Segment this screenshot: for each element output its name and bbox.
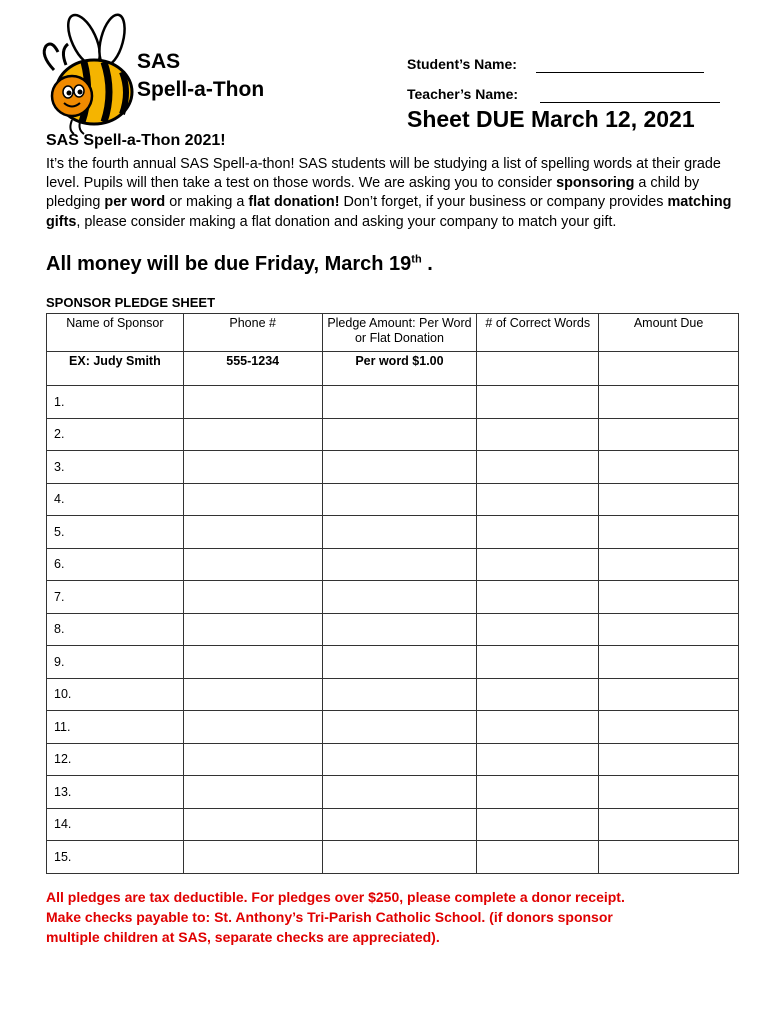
- pledge-amount-cell[interactable]: [322, 451, 477, 484]
- table-row: [47, 483, 739, 516]
- sponsor-name-cell[interactable]: 3.: [47, 451, 184, 484]
- amount-due-cell[interactable]: [599, 451, 739, 484]
- pledge-amount-cell[interactable]: [322, 386, 477, 419]
- pledge-amount-cell[interactable]: [322, 808, 477, 841]
- sponsor-name-cell[interactable]: 12.: [47, 743, 184, 776]
- correct-words-cell[interactable]: [477, 711, 599, 744]
- amount-due-cell[interactable]: [599, 678, 739, 711]
- phone-cell[interactable]: [183, 776, 322, 809]
- correct-words-cell[interactable]: [477, 516, 599, 549]
- intro-bold: flat donation!: [248, 194, 340, 211]
- correct-words-cell[interactable]: [477, 841, 599, 874]
- correct-words-cell[interactable]: [477, 581, 599, 614]
- amount-due-cell[interactable]: [599, 386, 739, 419]
- phone-cell[interactable]: [183, 386, 322, 419]
- sponsor-name-cell[interactable]: 10.: [47, 678, 184, 711]
- correct-words-cell[interactable]: [477, 613, 599, 646]
- sponsor-name-cell[interactable]: 5.: [47, 516, 184, 549]
- due-date-heading: Sheet DUE March 12, 2021: [407, 106, 695, 132]
- intro-bold: matching gifts: [46, 194, 732, 230]
- phone-cell[interactable]: [183, 743, 322, 776]
- pledge-amount-cell[interactable]: [322, 776, 477, 809]
- footer-line: Make checks payable to: St. Anthony’s Tri-Parish Catholic School. (if donors sponsor: [46, 909, 613, 925]
- pledge-table-header: [47, 314, 739, 352]
- pledge-amount-cell[interactable]: [322, 581, 477, 614]
- program-title: SAS Spell-a-Thon 2021!: [46, 132, 226, 149]
- table-row: [47, 418, 739, 451]
- phone-cell[interactable]: [183, 678, 322, 711]
- phone-cell[interactable]: [183, 483, 322, 516]
- header-phone: Phone #: [183, 314, 322, 352]
- intro-bold: per word: [104, 194, 166, 211]
- table-row: [47, 613, 739, 646]
- phone-cell[interactable]: [183, 613, 322, 646]
- sponsor-name-cell[interactable]: 1.: [47, 386, 184, 419]
- example-sponsor: EX: Judy Smith: [47, 352, 184, 386]
- teacher-name-label: Teacher’s Name:: [407, 86, 519, 102]
- sponsor-name-cell[interactable]: 11.: [47, 711, 184, 744]
- footer-line: multiple children at SAS, separate checks are appreciated).: [46, 929, 440, 945]
- correct-words-cell[interactable]: [477, 483, 599, 516]
- intro-bold: sponsoring: [556, 175, 635, 192]
- amount-due-cell[interactable]: [599, 808, 739, 841]
- amount-due-cell[interactable]: [599, 743, 739, 776]
- sponsor-name-cell[interactable]: 7.: [47, 581, 184, 614]
- correct-words-cell[interactable]: [477, 743, 599, 776]
- table-row: [47, 581, 739, 614]
- pledge-amount-cell[interactable]: [322, 613, 477, 646]
- school-title-line2: Spell-a-Thon: [137, 78, 265, 101]
- pledge-amount-cell[interactable]: [322, 516, 477, 549]
- header-correct-words: # of Correct Words: [477, 314, 599, 352]
- pledge-amount-cell[interactable]: [322, 646, 477, 679]
- amount-due-cell[interactable]: [599, 418, 739, 451]
- teacher-name-field[interactable]: [540, 88, 720, 103]
- amount-due-cell[interactable]: [599, 711, 739, 744]
- sponsor-name-cell[interactable]: 6.: [47, 548, 184, 581]
- correct-words-cell[interactable]: [477, 808, 599, 841]
- money-due-text: All money will be due Friday, March 19: [46, 253, 412, 275]
- pledge-amount-cell[interactable]: [322, 711, 477, 744]
- bee-mascot-icon: [32, 10, 142, 138]
- sponsor-name-cell[interactable]: 9.: [47, 646, 184, 679]
- pledge-amount-cell[interactable]: [322, 743, 477, 776]
- phone-cell[interactable]: [183, 646, 322, 679]
- example-row: [47, 352, 739, 386]
- correct-words-cell[interactable]: [477, 548, 599, 581]
- sponsor-name-cell[interactable]: 2.: [47, 418, 184, 451]
- pledge-amount-cell[interactable]: [322, 418, 477, 451]
- correct-words-cell[interactable]: [477, 646, 599, 679]
- header-sponsor-name: Name of Sponsor: [47, 314, 184, 352]
- student-name-label: Student’s Name:: [407, 56, 517, 72]
- pledge-amount-cell[interactable]: [322, 841, 477, 874]
- pledge-table: [46, 313, 739, 874]
- amount-due-cell[interactable]: [599, 841, 739, 874]
- pledge-amount-cell[interactable]: [322, 483, 477, 516]
- school-title: [137, 48, 264, 104]
- phone-cell[interactable]: [183, 711, 322, 744]
- header-amount-due: Amount Due: [599, 314, 739, 352]
- sponsor-name-cell[interactable]: 8.: [47, 613, 184, 646]
- student-name-field[interactable]: [536, 58, 704, 73]
- phone-cell[interactable]: [183, 808, 322, 841]
- money-due-sup: th: [411, 253, 422, 266]
- header-pledge-amount: Pledge Amount: Per Word or Flat Donation: [322, 314, 477, 352]
- sponsor-name-cell[interactable]: 13.: [47, 776, 184, 809]
- amount-due-cell[interactable]: [599, 483, 739, 516]
- sponsor-name-cell[interactable]: 14.: [47, 808, 184, 841]
- amount-due-cell[interactable]: [599, 776, 739, 809]
- pledge-sheet-title: SPONSOR PLEDGE SHEET: [46, 295, 216, 310]
- table-row: [47, 743, 739, 776]
- sponsor-name-cell[interactable]: 4.: [47, 483, 184, 516]
- amount-due-cell[interactable]: [599, 646, 739, 679]
- table-row: [47, 841, 739, 874]
- intro-paragraph: [46, 155, 736, 232]
- table-row: [47, 776, 739, 809]
- table-row: [47, 678, 739, 711]
- school-title-line1: SAS: [137, 50, 181, 73]
- intro-text: a child by pledging: [46, 175, 700, 211]
- money-due-end: .: [421, 253, 433, 275]
- table-row: [47, 711, 739, 744]
- phone-cell[interactable]: [183, 516, 322, 549]
- intro-text: It’s the fourth annual SAS Spell-a-thon! SAS students will be studying a list of spelling words at their grade level. Pupils will then take a test on those words. We are asking you to consider: [46, 156, 721, 192]
- example-pledge: Per word $1.00: [322, 352, 477, 386]
- pledge-amount-cell[interactable]: [322, 548, 477, 581]
- correct-words-cell[interactable]: [477, 418, 599, 451]
- phone-cell[interactable]: [183, 841, 322, 874]
- table-row: [47, 646, 739, 679]
- correct-words-cell[interactable]: [477, 776, 599, 809]
- amount-due-cell[interactable]: [599, 581, 739, 614]
- footer-note: [46, 887, 736, 947]
- phone-cell[interactable]: [183, 418, 322, 451]
- table-row: [47, 808, 739, 841]
- amount-due-cell[interactable]: [599, 548, 739, 581]
- phone-cell[interactable]: [183, 451, 322, 484]
- amount-due-cell[interactable]: [599, 613, 739, 646]
- intro-text: Don’t forget, if your business or company provides: [339, 194, 668, 211]
- example-amount: [599, 352, 739, 386]
- footer-line: All pledges are tax deductible. For pledges over $250, please complete a donor receipt.: [46, 889, 625, 905]
- table-row: [47, 451, 739, 484]
- intro-text: or making a: [165, 194, 249, 211]
- table-row: [47, 548, 739, 581]
- sponsor-name-cell[interactable]: 15.: [47, 841, 184, 874]
- example-correct: [477, 352, 599, 386]
- correct-words-cell[interactable]: [477, 386, 599, 419]
- correct-words-cell[interactable]: [477, 451, 599, 484]
- example-phone: 555-1234: [183, 352, 322, 386]
- intro-text: , please consider making a flat donation and asking your company to match your gift.: [76, 213, 617, 230]
- money-due-heading: [46, 253, 433, 276]
- table-row: [47, 386, 739, 419]
- phone-cell[interactable]: [183, 581, 322, 614]
- amount-due-cell[interactable]: [599, 516, 739, 549]
- phone-cell[interactable]: [183, 548, 322, 581]
- pledge-amount-cell[interactable]: [322, 678, 477, 711]
- table-row: [47, 516, 739, 549]
- correct-words-cell[interactable]: [477, 678, 599, 711]
